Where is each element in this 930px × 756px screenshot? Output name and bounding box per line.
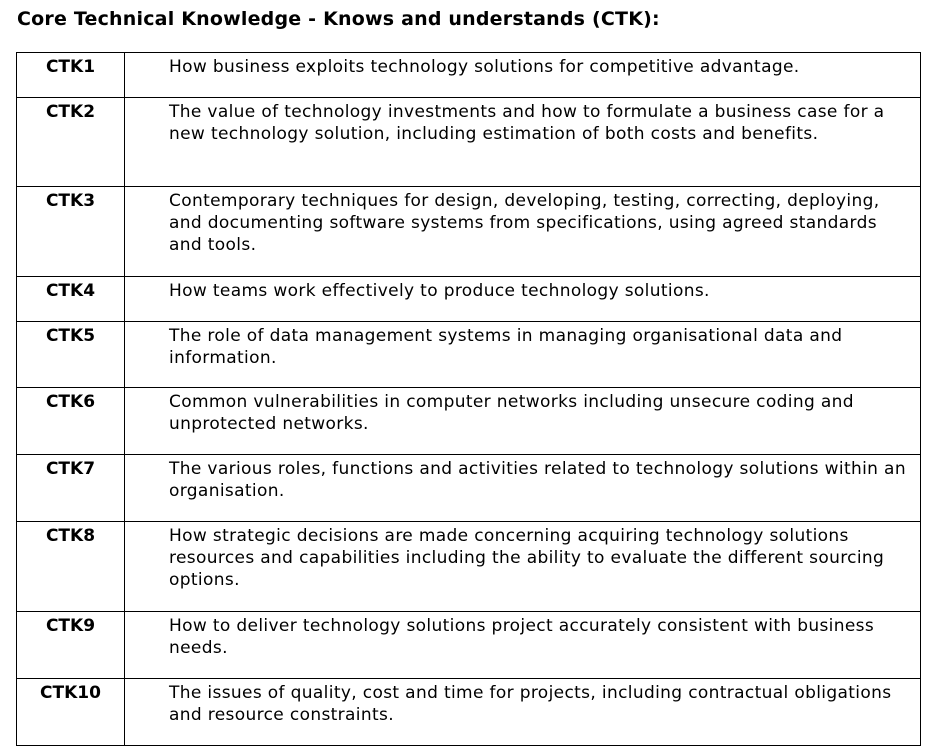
ctk-code: CTK10 [17,679,125,746]
ctk-code: CTK2 [17,98,125,187]
ctk-code: CTK6 [17,388,125,455]
table-row [17,612,921,679]
ctk-code: CTK8 [17,522,125,612]
ctk-description: How teams work effectively to produce technology solutions. [125,277,921,322]
ctk-code: CTK7 [17,455,125,522]
table-row [17,277,921,322]
table-row [17,679,921,746]
ctk-code: CTK3 [17,187,125,277]
ctk-description: The issues of quality, cost and time for projects, including contractual obligations and resource constraints. [125,679,921,746]
ctk-description: Contemporary techniques for design, developing, testing, correcting, deploying, and documenting software systems from specifications, using agreed standards and tools. [125,187,921,277]
ctk-description: The role of data management systems in managing organisational data and information. [125,322,921,388]
table-row [17,98,921,187]
ctk-code: CTK9 [17,612,125,679]
table-row [17,53,921,98]
page-heading: Core Technical Knowledge - Knows and understands (CTK): [17,8,660,30]
ctk-table [16,52,921,746]
ctk-description: How to deliver technology solutions project accurately consistent with business needs. [125,612,921,679]
ctk-description: How business exploits technology solutions for competitive advantage. [125,53,921,98]
ctk-description: Common vulnerabilities in computer networks including unsecure coding and unprotected networks. [125,388,921,455]
table-row [17,388,921,455]
table-row [17,187,921,277]
table-row [17,522,921,612]
ctk-description: How strategic decisions are made concerning acquiring technology solutions resources and capabilities including the ability to evaluate the different sourcing options. [125,522,921,612]
ctk-code: CTK1 [17,53,125,98]
ctk-code: CTK5 [17,322,125,388]
table-row [17,322,921,388]
ctk-code: CTK4 [17,277,125,322]
ctk-description: The various roles, functions and activities related to technology solutions within an organisation. [125,455,921,522]
table-row [17,455,921,522]
ctk-description: The value of technology investments and how to formulate a business case for a new technology solution, including estimation of both costs and benefits. [125,98,921,187]
